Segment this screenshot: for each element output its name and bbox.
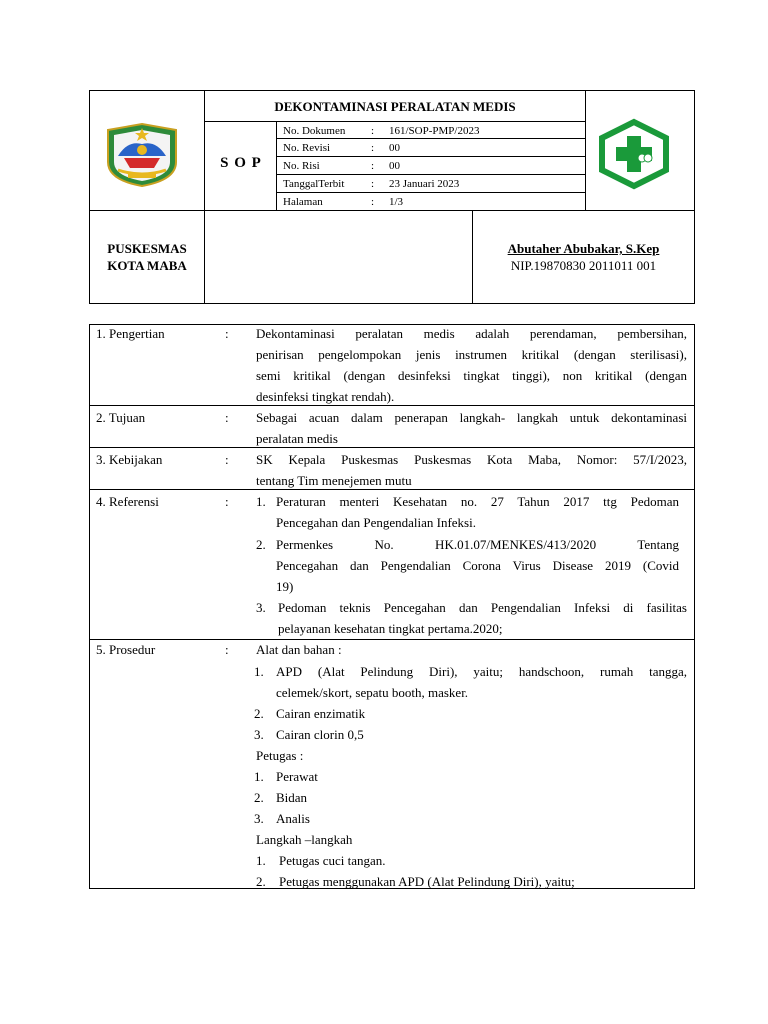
meta-label: No. Revisi: [283, 142, 331, 154]
signatory-name: Abutaher Abubakar, S.Kep: [507, 241, 660, 256]
list-number: 2.: [254, 790, 264, 805]
document-title: DEKONTAMINASI PERALATAN MEDIS: [274, 99, 516, 114]
list-number: 1.: [254, 769, 264, 784]
meta-value: 23 Januari 2023: [389, 178, 460, 190]
alat-heading: Alat dan bahan :: [256, 642, 342, 657]
list-line: Pedoman teknis Pencegahan dan Pengendalian Infeksi di fasilitas: [278, 600, 687, 615]
section-label: 2. Tujuan: [96, 410, 146, 425]
sop-label: S O P: [220, 155, 262, 171]
meta-label: No. Dokumen: [283, 125, 346, 137]
list-line: Pencegahan dan Pengendalian Corona Virus Disease 2019 (Covid: [276, 558, 679, 573]
section-sep: :: [225, 452, 229, 467]
list-line: Cairan enzimatik: [276, 706, 366, 721]
meta-value: 00: [389, 142, 400, 154]
list-line: 19): [276, 579, 294, 594]
section-sep: :: [225, 326, 229, 341]
list-line: Permenkes No. HK.01.07/MENKES/413/2020 Tentang: [276, 537, 679, 552]
meta-sep: :: [371, 125, 375, 137]
section-line: SK Kepala Puskesmas Puskesmas Kota Maba, Nomor: 57/I/2023,: [256, 452, 687, 467]
list-line: pelayanan kesehatan tingkat pertama.2020;: [278, 621, 503, 636]
list-line: Petugas menggunakan APD (Alat Pelindung Diri), yaitu;: [279, 874, 575, 889]
meta-sep: :: [371, 142, 375, 154]
list-number: 2.: [256, 537, 266, 552]
list-line: Petugas cuci tangan.: [279, 853, 386, 868]
section-line: semi kritikal (dengan desinfeksi tingkat tinggi), non kritikal (dengan: [256, 368, 687, 383]
section-sep: :: [225, 642, 229, 657]
puskesmas-cross-logo-icon: [598, 118, 670, 190]
list-number: 1.: [256, 494, 266, 509]
section-label: 5. Prosedur: [96, 642, 156, 657]
meta-label: Halaman: [283, 196, 323, 208]
section-line: penirisan pengelompokan jenis instrumen kritikal (dengan sterilisasi),: [256, 347, 687, 362]
section-line: desinfeksi tingkat rendah).: [256, 389, 395, 404]
section-sep: :: [225, 494, 229, 509]
meta-sep: :: [371, 196, 375, 208]
section-line: Sebagai acuan dalam penerapan langkah- langkah untuk dekontaminasi: [256, 410, 687, 425]
section-label: 4. Referensi: [96, 494, 159, 509]
list-line: Perawat: [276, 769, 318, 784]
langkah-heading: Langkah –langkah: [256, 832, 353, 847]
section-line: peralatan medis: [256, 431, 338, 446]
meta-label: No. Risi: [283, 160, 320, 172]
list-line: APD (Alat Pelindung Diri), yaitu; handschoon, rumah tangga,: [276, 664, 687, 679]
list-number: 2.: [254, 706, 264, 721]
list-number: 1.: [254, 664, 264, 679]
section-line: tentang Tim menejemen mutu: [256, 473, 412, 488]
section-line: Dekontaminasi peralatan medis adalah perendaman, pembersihan,: [256, 326, 687, 341]
meta-value: 1/3: [389, 196, 404, 208]
section-sep: :: [225, 410, 229, 425]
list-line: Analis: [276, 811, 310, 826]
institution-name-line1: PUSKESMAS: [107, 241, 187, 256]
section-label: 1. Pengertian: [96, 326, 165, 341]
meta-sep: :: [371, 178, 375, 190]
institution-name-line2: KOTA MABA: [107, 258, 187, 273]
meta-value: 00: [389, 160, 400, 172]
list-number: 1.: [256, 853, 266, 868]
list-number: 2.: [256, 874, 266, 889]
petugas-heading: Petugas :: [256, 748, 304, 763]
signatory-nip: NIP.19870830 2011011 001: [510, 258, 657, 273]
section-label: 3. Kebijakan: [96, 452, 163, 467]
list-line: celemek/skort, sepatu booth, masker.: [276, 685, 469, 700]
list-line: Bidan: [276, 790, 308, 805]
meta-value: 161/SOP-PMP/2023: [389, 125, 480, 137]
list-line: Cairan clorin 0,5: [276, 727, 364, 742]
list-number: 3.: [254, 727, 264, 742]
meta-sep: :: [371, 160, 375, 172]
list-line: Peraturan menteri Kesehatan no. 27 Tahun 2017 ttg Pedoman: [276, 494, 679, 509]
list-line: Pencegahan dan Pengendalian Infeksi.: [276, 515, 476, 530]
meta-label: TanggalTerbit: [283, 178, 345, 190]
list-number: 3.: [256, 600, 266, 615]
regional-crest-logo-icon: [104, 122, 180, 188]
list-number: 3.: [254, 811, 264, 826]
